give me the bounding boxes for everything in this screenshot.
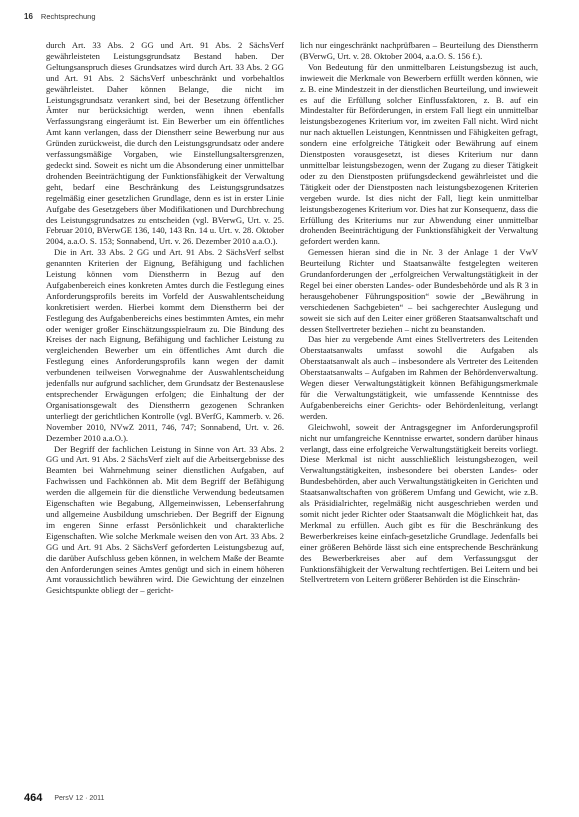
footer-page-number: 464 [24, 792, 43, 804]
paragraph: Gemessen hieran sind die in Nr. 3 der Anlage 1 der VwV Beurteilung Richter und Staatsanwälte festgelegten weiteren Grundanforderungen der „erfolgreichen Verwaltungstätigkeit in der Regel bei einer obersten Landes- oder Bundesbehörde und als R 3 in herausgehobener Führungsposition“ sowie der „Bewährung in verschiedenen Sachgebieten“ – bei sachgerechter Auslegung und soweit sie sich auf den Leiter einer größeren Staatsanwaltschaft und dessen Stellvertreter beziehen – nicht zu beanstanden. [300, 247, 538, 334]
header-section: Rechtsprechung [40, 11, 96, 21]
footer-journal: PersV 12 · 2011 [54, 794, 105, 802]
header-page-number: 16 [24, 11, 33, 21]
page-header [24, 8, 555, 24]
left-column [46, 40, 284, 780]
paragraph: Gleichwohl, soweit der Antragsgegner im Anforderungsprofil nicht nur umfangreiche Kenntnisse erwartet, sondern darüber hinaus verlangt, dass eine erfolgreiche Verwaltungstätigkeit bereits vorliegt. Diese Merkmal ist nicht ausschließlich leistungsbezogen, weil Verwaltungstätigkeiten, insbesondere bei obersten Landes- oder Bundesbehörden, aber auch Verwaltungstätigkeiten in Gerichten und Staatsanwaltschaften von größerem Umfang und Gewicht, wie z.B. als Präsidialrichter, regelmäßig nicht ausgeschrieben werden und somit nicht jeder Richter oder Staatsanwalt die Möglichkeit hat, das Merkmal zu erfüllen. Auch gibt es für die Beschränkung des Bewerberkreises keine einfach-gesetzliche Grundlage. Jedenfalls bei einer größeren Behörde lässt sich eine entsprechende Beschränkung des Bewerberkreises aber auf dem Verfassungsgut der Funktionsfähigkeit der Verwaltung rechtfertigen. Bei Leitern und bei Stellvertretern von Leitern größerer Behörden ist die Einschrän- [300, 421, 538, 585]
paragraph: Von Bedeutung für den unmittelbaren Leistungsbezug ist auch, inwieweit die Merkmale von Bewerbern erfüllt werden können, wie z. B. eine Mindestzeit in der dienstlichen Beurteilung, und inwieweit es auf die Erfüllung solcher Einflussfaktoren, z. B. auf ein Mindestalter für Beförderungen, in erstem Fall liegt ein unmittelbar leistungsbezogenes Kriterium vor, im zweiten Fall nicht. Wird nicht nur nach aktuellen Leistungen, Kenntnissen und Fähigkeiten gefragt, sondern eine erfolgreiche Tätigkeit oder Bewährung auf einem Dienstposten vorausgesetzt, ist dieses Kriterium nur dann unmittelbar leistungsbezogen, wenn der Zugang zu dieser Tätigkeit oder zu den Dienstposten prüfungsdeckend gewährleistet und die Tätigkeit oder der Dienstposten nach leistungsbezogenen Kriterien vergeben wurde. Ist dies nicht der Fall, liegt kein unmittelbar leistungsbezogenes Kriterium vor. Dies hat zur Konsequenz, dass die Erfüllung des Kriteriums nur zur Abwendung einer unmittelbar drohenden Beeinträchtigung der Funktionsfähigkeit der Verwaltung gefordert werden kann. [300, 61, 538, 247]
paragraph: lich nur eingeschränkt nachprüfbaren – Beurteilung des Dienstherrn (BVerwG, Urt. v. 28. Oktober 2004, a.a.O. S. 156 f.). [300, 40, 538, 61]
paragraph: durch Art. 33 Abs. 2 GG und Art. 91 Abs. 2 SächsVerf gewährleisteten Leistungsgrundsatz Bestand haben. Der Geltungsanspruch dieses Grundsatzes wird durch Art. 33 Abs. 2 GG und Art. 91 Abs. 2 SächsVerf unbeschränkt und vorbehaltlos gewährleistet. Daher können Belange, die nicht im Leistungsgrundsatz verankert sind, bei der Besetzung öffentlicher Ämter nur berücksichtigt werden, wenn ihnen ebenfalls Verfassungsrang eingeräumt ist. Ein Bewerber um ein öffentliches Amt kann verlangen, dass der Dienstherr seine Bewerbung nur aus Gründen zurückweist, die durch den Leistungsgrundsatz oder andere verfassungsmäßige Vorgaben, wie Einstellungsaltersgrenzen, gedeckt sind. Soweit es nicht um die Absonderung einer unmittelbar drohenden Beeinträchtigung der Funktionsfähigkeit der Verwaltung geht, bedarf eine Beschränkung des Leistungsgrundsatzes regelmäßig einer gesetzlichen Grundlage, denn es ist in erster Linie Aufgabe des Gesetzgebers über Modifikationen und Durchbrechung des Leistungsgrundsatzes zu entscheiden (vgl. BVerwG, Urt. v. 25. Februar 2010, BVerwGE 136, 140, 143 Rn. 14 u. Urt. v. 28. Oktober 2004, a.a.O. S. 153; Sonnabend, Urt. v. 26. Dezember 2010 a.a.O.). [46, 40, 284, 247]
paragraph: Das hier zu vergebende Amt eines Stellvertreters des Leitenden Oberstaatsanwalts umfasst sowohl die Aufgaben als Oberstaatsanwalt als auch – insbesondere als Vertreter des Leitenden Oberstaatsanwalts – Aufgaben im Rahmen der Behördenverwaltung. Wegen dieser Verwaltungstätigkeit können Befähigungsmerkmale für die Verwaltungstätigkeit, wie umfassende Kenntnisse des Aufgabenbereichs einer Gerichts- oder Behördenleitung, verlangt werden. [300, 334, 538, 421]
page-footer [24, 787, 555, 809]
right-column [300, 40, 538, 780]
paragraph: Die in Art. 33 Abs. 2 GG und Art. 91 Abs. 2 SächsVerf selbst genannten Kriterien der Eignung, Befähigung und fachlichen Leistung können vom Dienstherrn in Bezug auf den Aufgabenbereich eines konkreten Amtes durch die Festlegung eines Anforderungsprofils bereits im Vorfeld der Auswahlentscheidung konkretisiert werden. Hierbei kommt dem Dienstherrn bei der Festlegung des Aufgabenbereichs eines bestimmten Amtes, ein mehr oder weniger großer Einschätzungsspielraum zu. Die Bindung des Kreises der nach Eignung, Befähigung und fachlicher Leistung zu vergleichenden Bewerber um ein öffentliches Amt durch die Festlegung eines Anforderungsprofils kann wegen der damit verbundenen teilweisen Vorwegnahme der Auswahlentscheidung jedenfalls nur aufgrund sachlicher, dem Grundsatz der Bestenauslese entsprechender Erwägungen erfolgen; die Einhaltung der der Organisationsgewalt des Dienstherrn gezogenen Schranken unterliegt der gerichtlichen Kontrolle (vgl. BVerfG, Kammerb. v. 26. November 2010, NVwZ 2011, 746, 747; Sonnabend, Urt. v. 26. Dezember 2010 a.a.O.). [46, 247, 284, 443]
paragraph: Der Begriff der fachlichen Leistung in Sinne von Art. 33 Abs. 2 GG und Art. 91 Abs. 2 SächsVerf zielt auf die Arbeitsergebnisse des Beamten bei Wahrnehmung seiner dienstlichen Aufgaben, auf Fachwissen und Fachkönnen ab. Mit dem Begriff der Befähigung werden die allgemein für die dienstliche Verwendung bedeutsamen Eigenschaften wie Begabung, Allgemeinwissen, Lebenserfahrung und allgemeine Ausbildung umschrieben. Der Begriff der Eignung im engeren Sinne erfasst Persönlichkeit und charakterliche Eigenschaften. Wie solche Merkmale weisen den von Art. 33 Abs. 2 GG und Art. 91 Abs. 2 SächsVerf geforderten Leistungsbezug auf, die darüber Aufschluss geben können, in welchem Maße der Beamte den Anforderungen seines Amtes genügt und sich in einem höheren Amt voraussichtlich bewähren wird. Die Gewichtung der einzelnen Gesichtspunkte obliegt der – gericht- [46, 443, 284, 596]
